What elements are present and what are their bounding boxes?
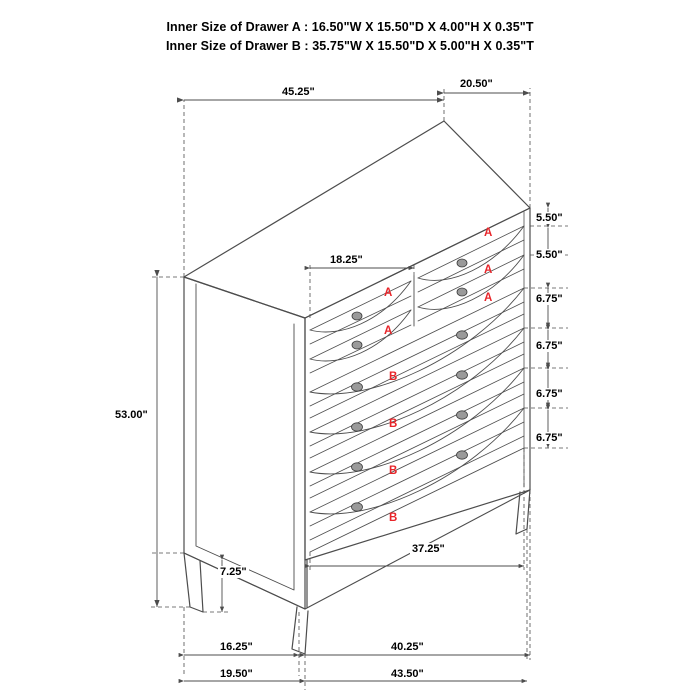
dim-overall-depth: 19.50"	[220, 668, 253, 680]
drawer-label-a-left-2: A	[384, 325, 393, 337]
drawer-label-b-3: B	[389, 465, 398, 477]
drawer-label-a-right-2: A	[484, 264, 493, 276]
dim-side-base-depth: 16.25"	[220, 641, 253, 653]
drawer-label-b-4: B	[389, 512, 398, 524]
cabinet-left-side-inset	[196, 284, 294, 590]
dim-front-bottom-width: 37.25"	[412, 543, 445, 555]
dim-row-1: 5.50"	[536, 212, 563, 224]
dim-row-6: 6.75"	[536, 432, 563, 444]
drawer-label-a-right-1: A	[484, 227, 493, 239]
dim-row-2: 5.50"	[536, 249, 563, 261]
leg-front-left	[292, 607, 308, 654]
drawer-a-inner-size: Inner Size of Drawer A : 16.50"W X 15.50"D X 4.00"H X 0.35"T	[166, 20, 534, 34]
drawer-label-b-2: B	[389, 418, 398, 430]
dim-top-front-width: 45.25"	[282, 86, 315, 98]
dim-front-base-width: 40.25"	[391, 641, 424, 653]
knob-b4-right	[457, 451, 468, 459]
drawer-label-a-right-3: A	[484, 292, 493, 304]
knob-b4-left	[352, 503, 363, 511]
leg-back-left	[184, 553, 203, 612]
drawer-b4-edges	[310, 408, 524, 540]
drawer-row1-right-edges	[418, 226, 524, 292]
dim-drawer-small-width: 18.25"	[330, 254, 363, 266]
drawer-row2-left-edges	[310, 310, 411, 373]
knob-a3	[352, 341, 362, 349]
knob-b3-left	[352, 463, 363, 471]
knob-a2	[457, 259, 467, 267]
knob-b3-right	[457, 411, 468, 419]
knob-b1-left	[352, 383, 363, 391]
dim-total-height: 53.00"	[115, 409, 148, 421]
dim-row-3: 6.75"	[536, 293, 563, 305]
drawer-b-inner-size: Inner Size of Drawer B : 35.75"W X 15.50"D X 5.00"H X 0.35"T	[165, 39, 535, 53]
knob-b2-right	[457, 371, 468, 379]
drawer-label-b-1: B	[389, 371, 398, 383]
dim-row-5: 6.75"	[536, 388, 563, 400]
cabinet-top-surface	[184, 121, 530, 318]
dim-row-4: 6.75"	[536, 340, 563, 352]
drawer-row2-right-edges	[418, 255, 524, 321]
dim-top-side-depth: 20.50"	[460, 78, 493, 90]
knob-b1-right	[457, 331, 468, 339]
drawer-b1-edges	[310, 288, 524, 418]
dim-overall-width: 43.50"	[391, 668, 424, 680]
knob-b2-left	[352, 423, 363, 431]
drawer-bottom-rail	[310, 448, 524, 552]
knob-a1	[352, 312, 362, 320]
drawer-label-a-left-1: A	[384, 287, 393, 299]
dim-leg-height: 7.25"	[220, 566, 247, 578]
knob-a4	[457, 288, 467, 296]
cabinet-left-side-panel	[184, 277, 305, 609]
